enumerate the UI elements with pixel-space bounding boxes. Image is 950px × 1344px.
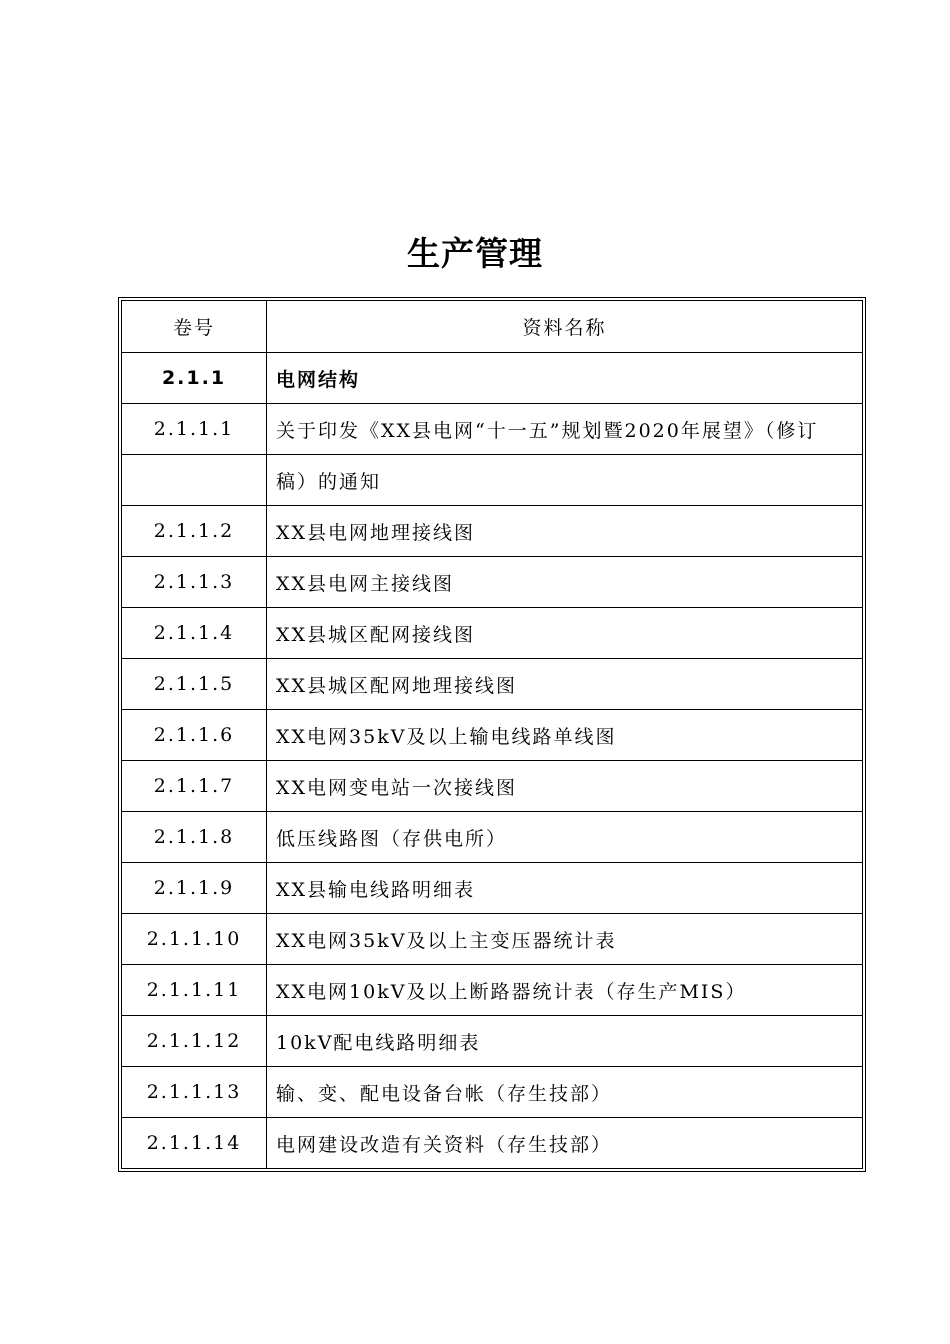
row-name: 电网建设改造有关资料（存生技部） <box>267 1118 863 1169</box>
row-name: 稿）的通知 <box>267 455 863 506</box>
table-row <box>121 1016 863 1067</box>
table-row <box>121 1118 863 1169</box>
table-row <box>121 1067 863 1118</box>
row-number: 2.1.1.5 <box>121 659 267 710</box>
row-name: 输、变、配电设备台帐（存生技部） <box>267 1067 863 1118</box>
row-name: XX县电网地理接线图 <box>267 506 863 557</box>
table-row <box>121 455 863 506</box>
row-number: 2.1.1.2 <box>121 506 267 557</box>
row-name: XX电网10kV及以上断路器统计表（存生产MIS） <box>267 965 863 1016</box>
row-name: 关于印发《XX县电网“十一五”规划暨2020年展望》（修订 <box>267 404 863 455</box>
table-row <box>121 710 863 761</box>
row-name: XX电网35kV及以上输电线路单线图 <box>267 710 863 761</box>
row-name: XX县城区配网接线图 <box>267 608 863 659</box>
section-row <box>121 353 863 404</box>
row-number: 2.1.1.11 <box>121 965 267 1016</box>
row-name: XX县输电线路明细表 <box>267 863 863 914</box>
row-number: 2.1.1.1 <box>121 404 267 455</box>
row-number: 2.1.1.3 <box>121 557 267 608</box>
row-name: 10kV配电线路明细表 <box>267 1016 863 1067</box>
row-number: 2.1.1.7 <box>121 761 267 812</box>
row-name: XX县城区配网地理接线图 <box>267 659 863 710</box>
row-number: 2.1.1.9 <box>121 863 267 914</box>
row-number: 2.1.1.12 <box>121 1016 267 1067</box>
page-title: 生产管理 <box>407 234 543 273</box>
row-number: 2.1.1.6 <box>121 710 267 761</box>
table-row <box>121 506 863 557</box>
row-number: 2.1.1.10 <box>121 914 267 965</box>
table-row <box>121 863 863 914</box>
table-row <box>121 965 863 1016</box>
table-row <box>121 914 863 965</box>
table-row <box>121 404 863 455</box>
row-name: XX电网35kV及以上主变压器统计表 <box>267 914 863 965</box>
table-row <box>121 608 863 659</box>
header-volume-number: 卷号 <box>121 300 267 353</box>
table-row <box>121 557 863 608</box>
archive-table <box>118 297 866 1172</box>
row-name: XX县电网主接线图 <box>267 557 863 608</box>
row-number <box>121 455 267 506</box>
row-name: 低压线路图（存供电所） <box>267 812 863 863</box>
row-name: XX电网变电站一次接线图 <box>267 761 863 812</box>
table-row <box>121 761 863 812</box>
header-document-name: 资料名称 <box>267 300 863 353</box>
row-number: 2.1.1.4 <box>121 608 267 659</box>
row-number: 2.1.1.8 <box>121 812 267 863</box>
row-number: 2.1.1.13 <box>121 1067 267 1118</box>
section-number: 2.1.1 <box>121 353 267 404</box>
section-name: 电网结构 <box>267 353 863 404</box>
table-header-row <box>121 300 863 353</box>
row-number: 2.1.1.14 <box>121 1118 267 1169</box>
table-row <box>121 812 863 863</box>
table-row <box>121 659 863 710</box>
